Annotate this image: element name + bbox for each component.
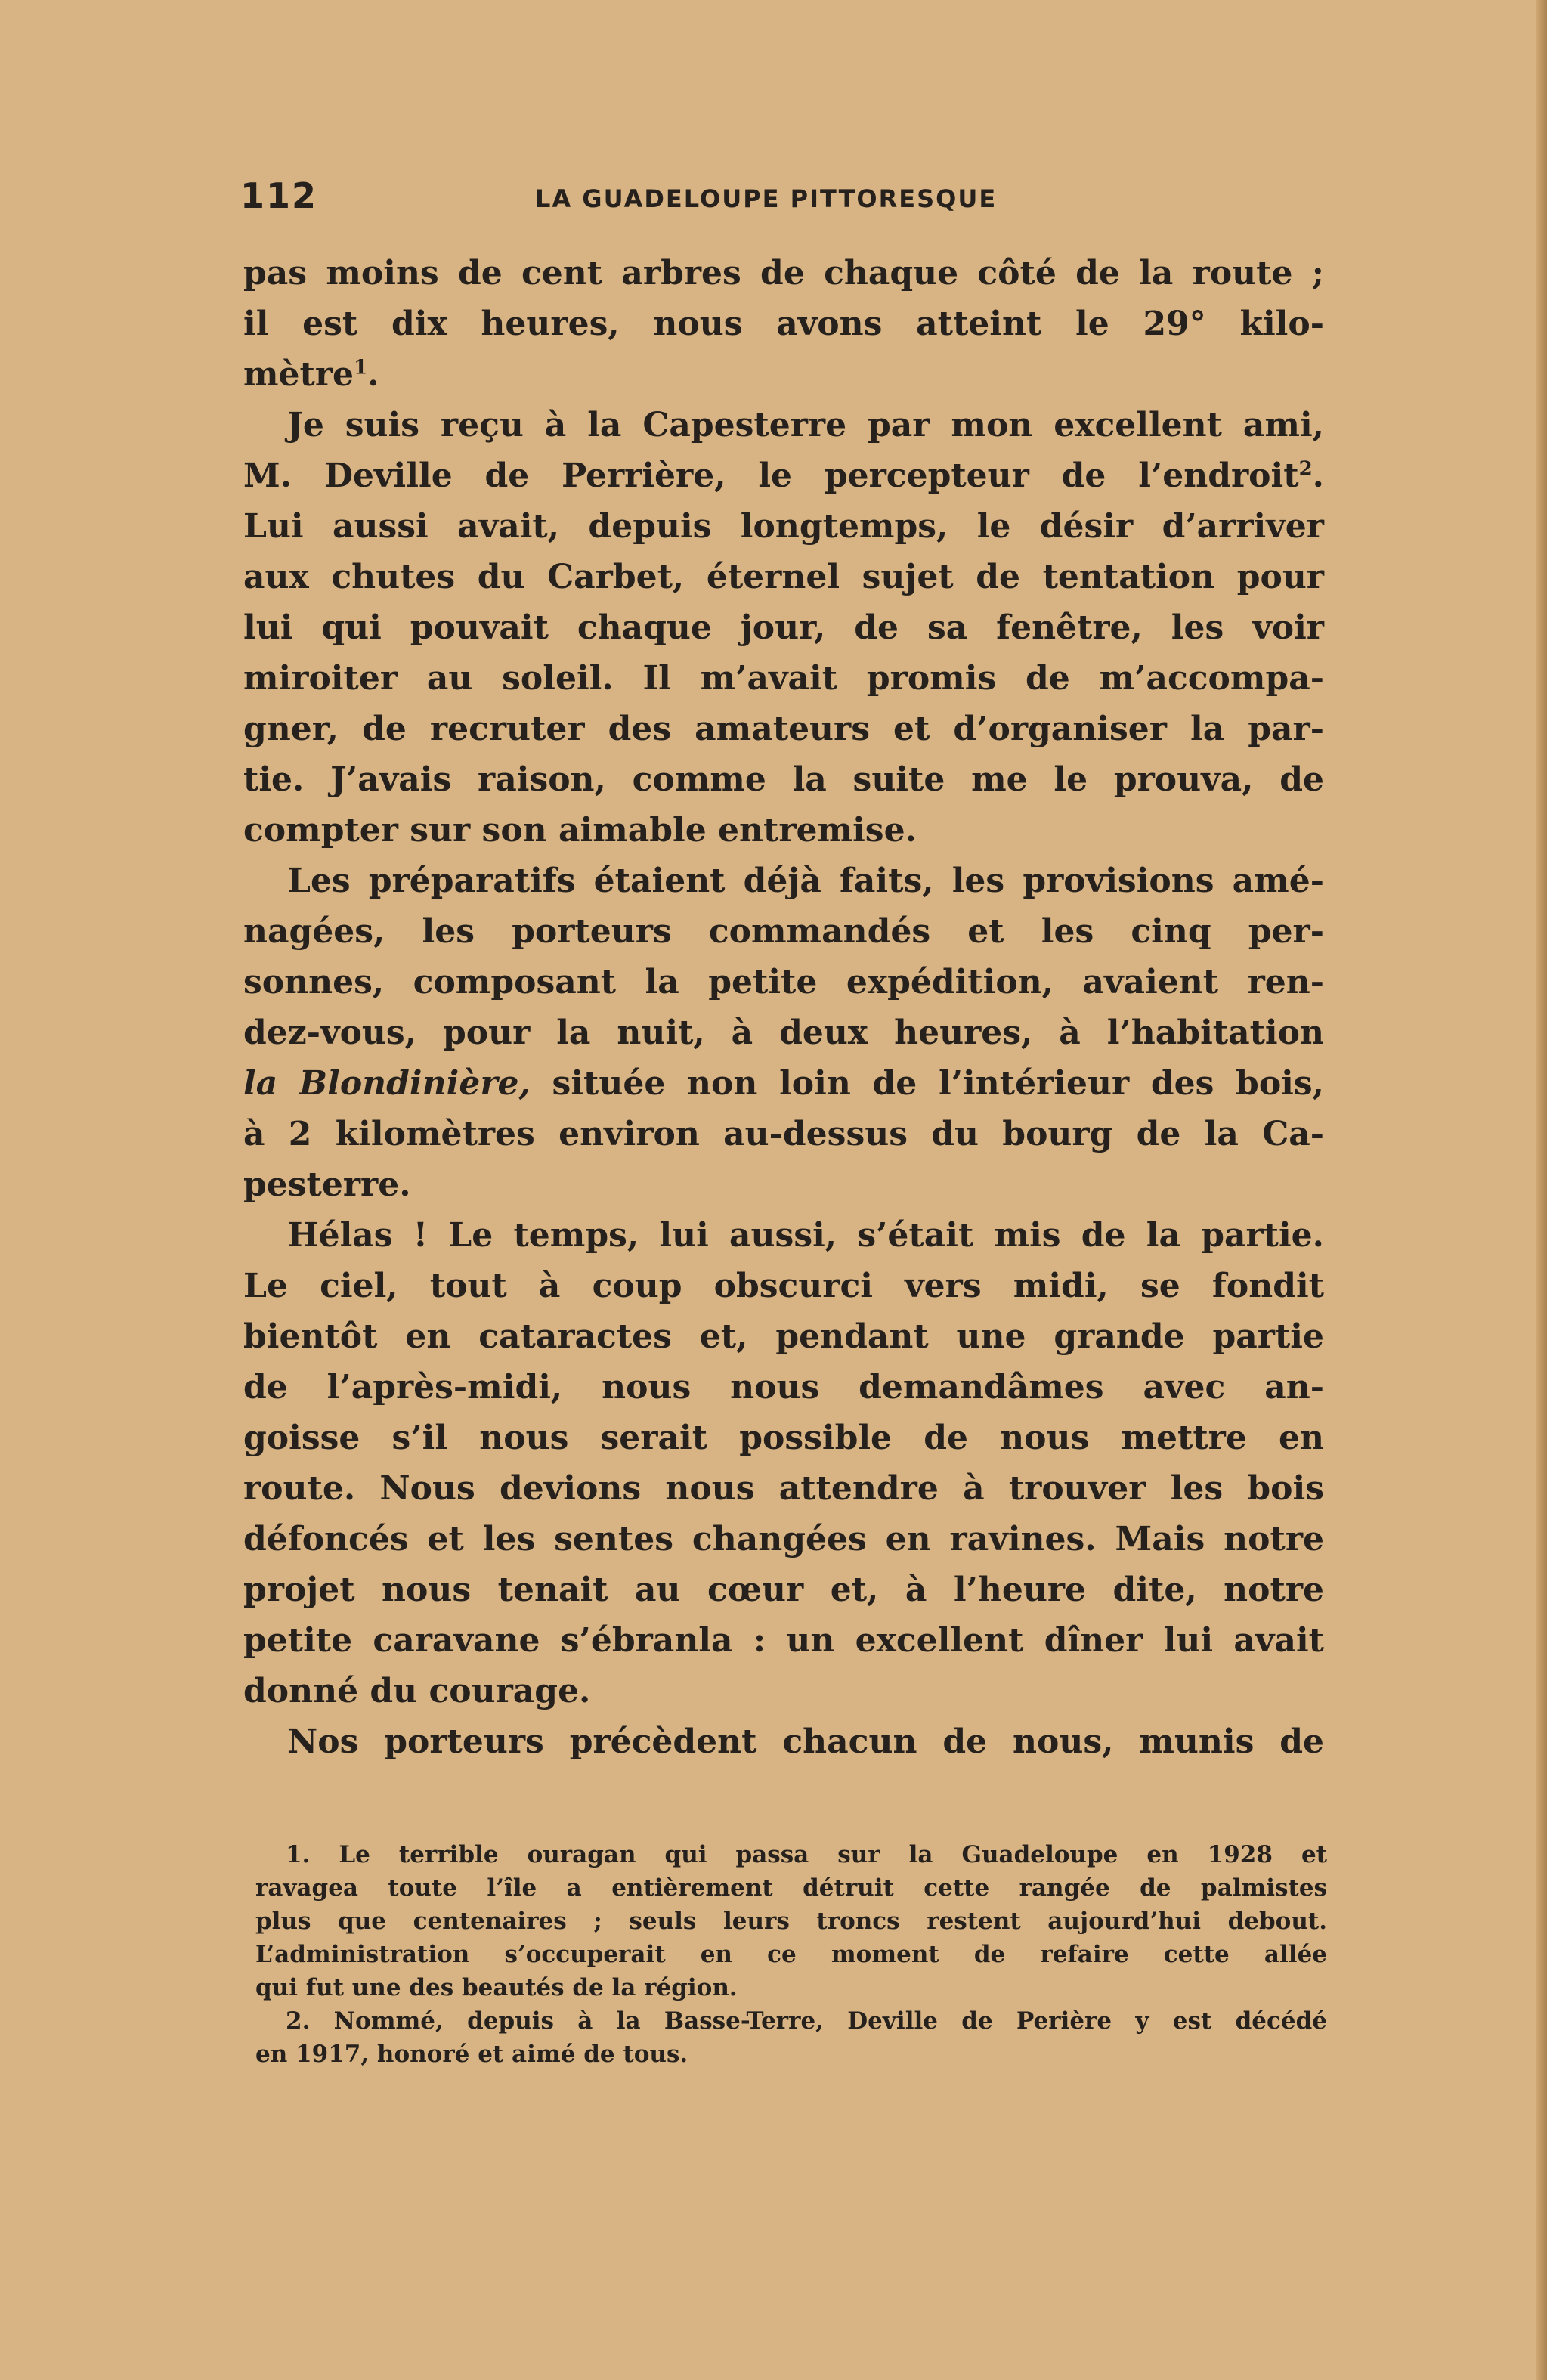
text-line: bientôt en cataractes et, pendant une grande partie: [243, 1317, 1324, 1356]
text-line: Le ciel, tout à coup obscurci vers midi, se fondit: [243, 1267, 1324, 1305]
text-line: donné du courage.: [243, 1672, 591, 1710]
text-line: défoncés et les sentes changées en ravines. Mais notre: [243, 1520, 1324, 1558]
text-line: [243, 450, 1324, 501]
text-line: Hélas ! Le temps, lui aussi, s’était mis de la partie.: [287, 1216, 1324, 1255]
footnote-2-line: en 1917, honoré et aimé de tous.: [255, 2041, 688, 2068]
text-line: sonnes, composant la petite expédition, avaient ren-: [243, 963, 1324, 1001]
footnote-ref-2: 2: [1298, 457, 1313, 481]
text-line: [243, 349, 1324, 400]
footnotes: [255, 1838, 1327, 2071]
text-line: pesterre.: [243, 1165, 411, 1204]
page-edge: [1536, 0, 1547, 2380]
text-line: projet nous tenait au cœur et, à l’heure dite, notre: [243, 1571, 1324, 1609]
footnote-1-line: plus que centenaires ; seuls leurs troncs restent aujourd’hui debout.: [255, 1908, 1327, 1935]
text-line: à 2 kilomètres environ au-dessus du bourg de la Ca-: [243, 1115, 1324, 1153]
text-line: aux chutes du Carbet, éternel sujet de tentation pour: [243, 558, 1324, 596]
text-line: [243, 1058, 1324, 1109]
place-name-italic: la Blondinière,: [243, 1064, 531, 1103]
footnote-1-line: 1. Le terrible ouragan qui passa sur la Guadeloupe en 1928 et: [286, 1841, 1327, 1868]
text-line: tie. J’avais raison, comme la suite me le prouva, de: [243, 760, 1324, 799]
page-header: [240, 175, 1321, 221]
text-line: petite caravane s’ébranla : un excellent dîner lui avait: [243, 1621, 1324, 1660]
text-line: Les préparatifs étaient déjà faits, les provisions amé-: [287, 862, 1324, 900]
text-line: compter sur son aimable entremise.: [243, 811, 917, 850]
text-line: gner, de recruter des amateurs et d’organiser la par-: [243, 710, 1324, 748]
text-line: nagées, les porteurs commandés et les cinq per-: [243, 912, 1324, 951]
text-span: .: [1312, 457, 1324, 495]
text-line: route. Nous devions nous attendre à trouver les bois: [243, 1469, 1324, 1508]
footnote-1-line: qui fut une des beautés de la région.: [255, 1974, 738, 2001]
text-span: mètre: [243, 355, 354, 394]
footnote-1-line: L’administration s’occuperait en ce moment de refaire cette allée: [255, 1941, 1327, 1968]
text-line: lui qui pouvait chaque jour, de sa fenêtre, les voir: [243, 608, 1324, 647]
text-line: goisse s’il nous serait possible de nous mettre en: [243, 1419, 1324, 1457]
text-span: située non loin de l’intérieur des bois,: [530, 1064, 1324, 1103]
text-span: .: [367, 355, 379, 394]
footnote-ref-1: 1: [354, 356, 368, 379]
text-line: Lui aussi avait, depuis longtemps, le désir d’arriver: [243, 507, 1324, 546]
text-span: M. Deville de Perrière, le percepteur de l’endroit: [243, 457, 1299, 495]
body-text: [243, 248, 1324, 1767]
text-line: dez-vous, pour la nuit, à deux heures, à l’habitation: [243, 1014, 1324, 1052]
text-line: miroiter au soleil. Il m’avait promis de m’accompa-: [243, 659, 1324, 698]
text-line: Nos porteurs précèdent chacun de nous, munis de: [287, 1722, 1324, 1761]
running-title: LA GUADELOUPE PITTORESQUE: [535, 184, 998, 213]
text-line: pas moins de cent arbres de chaque côté de la route ;: [243, 254, 1324, 292]
footnote-2-line: 2. Nommé, depuis à la Basse-Terre, Deville de Perière y est décédé: [286, 2007, 1327, 2035]
page-number: 112: [240, 175, 318, 216]
text-line: Je suis reçu à la Capesterre par mon excellent ami,: [287, 406, 1324, 444]
text-line: de l’après-midi, nous nous demandâmes avec an-: [243, 1368, 1324, 1407]
text-line: il est dix heures, nous avons atteint le 29° kilo-: [243, 305, 1324, 343]
footnote-1-line: ravagea toute l’île a entièrement détruit cette rangée de palmistes: [255, 1874, 1327, 1902]
